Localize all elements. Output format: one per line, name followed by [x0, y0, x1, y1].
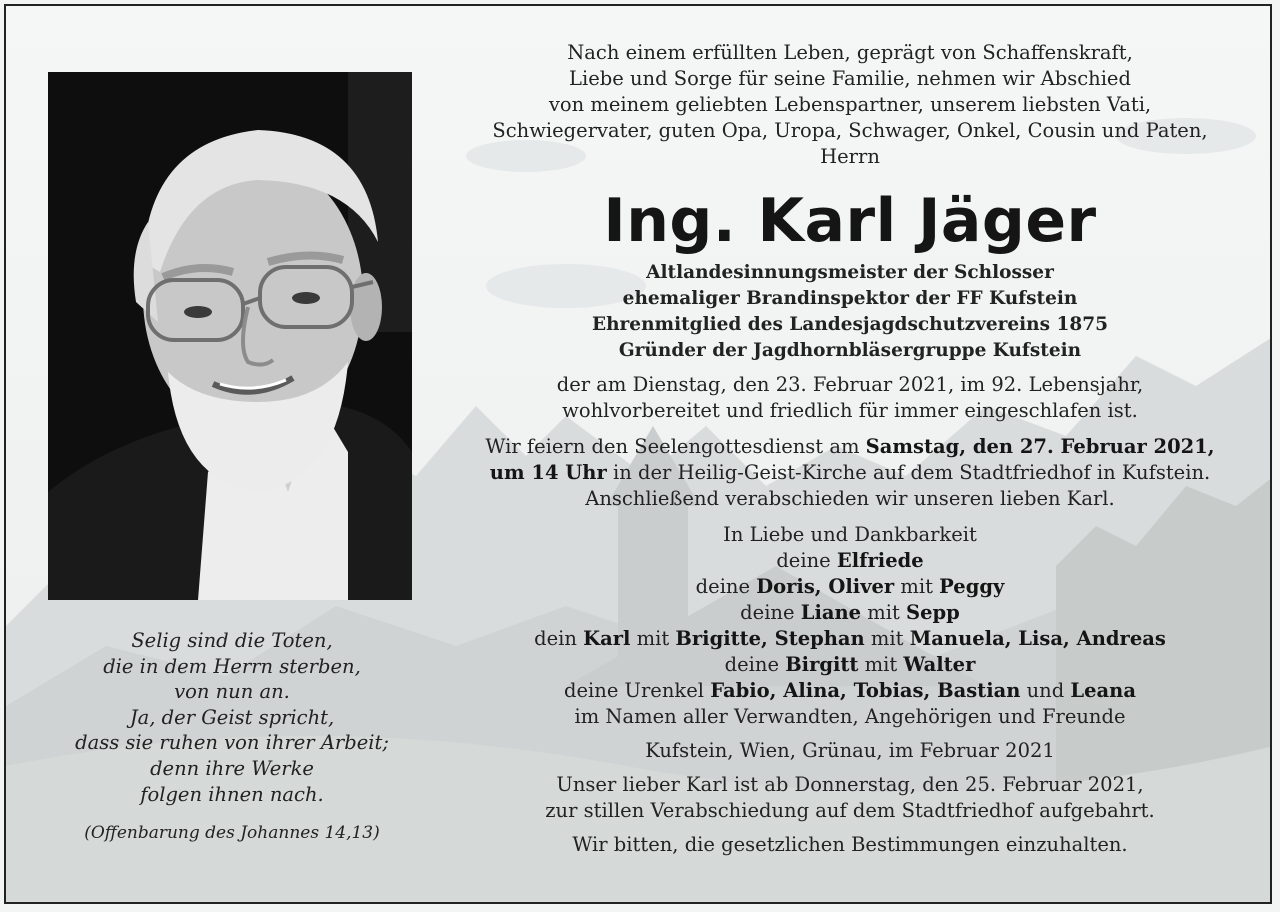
verse-line: von nun an.: [174, 680, 290, 704]
title-line: Gründer der Jagdhornbläsergruppe Kufstein: [618, 340, 1082, 361]
mourner-row: dein Karl mit Brigitte, Stephan mit Manuela, Lisa, Andreas: [534, 627, 1166, 650]
health-request: Wir bitten, die gesetzlichen Bestimmungen einzuhalten.: [572, 833, 1128, 856]
verse-line: Ja, der Geist spricht,: [129, 705, 335, 729]
mourners-list: [466, 522, 1234, 730]
service-line-1: [466, 434, 1234, 460]
intro-line: Liebe und Sorge für seine Familie, nehmen wir Abschied: [569, 67, 1131, 90]
viewing-line: Unser lieber Karl ist ab Donnerstag, den 25. Februar 2021,: [556, 773, 1144, 796]
intro-line: von meinem geliebten Lebenspartner, unserem liebsten Vati,: [548, 93, 1152, 116]
deceased-name: Ing. Karl Jäger: [603, 186, 1097, 256]
intro-line: Nach einem erfüllten Leben, geprägt von Schaffenskraft,: [567, 41, 1133, 64]
obituary-text: [466, 40, 1234, 858]
service-line-3: Anschließend verabschieden wir unseren lieben Karl.: [585, 487, 1115, 510]
service-time: um 14 Uhr: [489, 461, 607, 484]
title-line: ehemaliger Brandinspektor der FF Kufstein: [622, 288, 1078, 309]
intro-line: Schwiegervater, guten Opa, Uropa, Schwager, Onkel, Cousin und Paten,: [492, 119, 1208, 142]
bible-verse: [46, 628, 418, 847]
service-notice: [466, 434, 1234, 512]
death-line: der am Dienstag, den 23. Februar 2021, im 92. Lebensjahr,: [556, 373, 1144, 396]
death-line: wohlvorbereitet und friedlich für immer eingeschlafen ist.: [562, 399, 1138, 422]
title-line: Altlandesinnungsmeister der Schlosser: [646, 262, 1054, 283]
verse-line: Selig sind die Toten,: [131, 629, 333, 652]
death-notice: [466, 372, 1234, 424]
mourners-intro: In Liebe und Dankbarkeit: [723, 523, 977, 546]
viewing-line: zur stillen Verabschiedung auf dem Stadtfriedhof aufgebahrt.: [545, 799, 1155, 822]
mourner-row: deine Elfriede: [776, 549, 924, 572]
viewing-notice: [466, 772, 1234, 824]
service-text: Wir feiern den Seelengottesdienst am: [485, 435, 866, 458]
mourner-row: deine Liane mit Sepp: [740, 601, 960, 624]
verse-line: folgen ihnen nach.: [140, 782, 324, 806]
service-date: Samstag, den 27. Februar 2021,: [865, 435, 1215, 458]
portrait-photo: [48, 72, 412, 600]
intro-paragraph: [466, 40, 1234, 170]
mourner-row: deine Urenkel Fabio, Alina, Tobias, Bastian und Leana: [564, 679, 1136, 702]
mourner-row: deine Doris, Oliver mit Peggy: [695, 575, 1005, 598]
mourners-closing: im Namen aller Verwandten, Angehörigen und Freunde: [574, 705, 1126, 728]
portrait-illustration: [48, 72, 412, 600]
intro-line: Herrn: [820, 145, 880, 168]
verse-line: die in dem Herrn sterben,: [103, 654, 361, 678]
service-location: in der Heilig-Geist-Kirche auf dem Stadtfriedhof in Kufstein.: [606, 461, 1211, 484]
verse-line: denn ihre Werke: [150, 756, 314, 780]
honorary-titles: [466, 260, 1234, 364]
obituary-card: [4, 4, 1272, 904]
title-line: Ehrenmitglied des Landesjagdschutzvereins 1875: [592, 314, 1108, 335]
mourner-row: deine Birgitt mit Walter: [724, 653, 976, 676]
place-date: Kufstein, Wien, Grünau, im Februar 2021: [645, 739, 1055, 762]
verse-citation: (Offenbarung des Johannes 14,13): [84, 823, 380, 844]
service-line-2: [466, 460, 1234, 486]
verse-line: dass sie ruhen von ihrer Arbeit;: [75, 731, 389, 755]
